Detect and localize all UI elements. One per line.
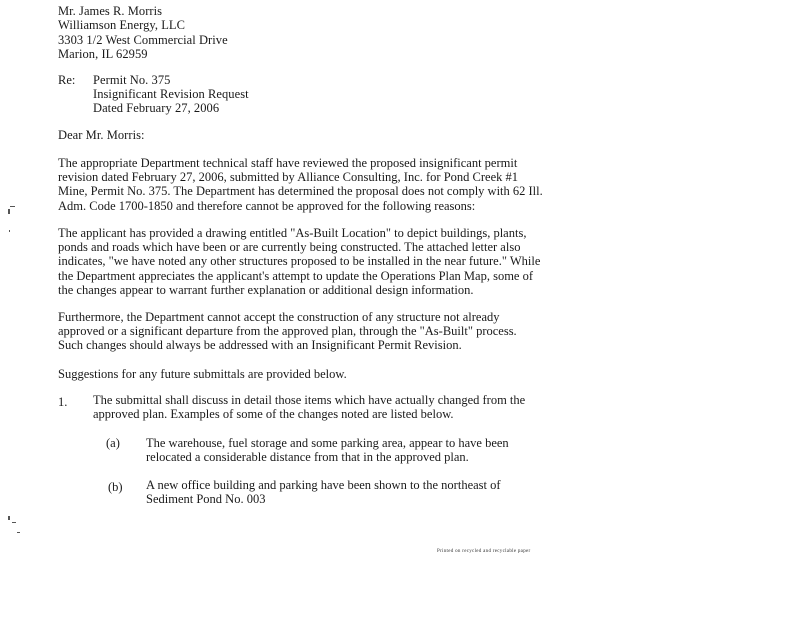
recipient-city: Marion, IL 62959 [58, 47, 148, 61]
paragraph-line: Furthermore, the Department cannot accept the construction of any structure not already [58, 310, 500, 324]
recipient-company: Williamson Energy, LLC [58, 18, 185, 32]
sub-item-b-text [146, 478, 501, 506]
item-line: relocated a considerable distance from that in the approved plan. [146, 450, 469, 465]
re-label: Re: [58, 73, 76, 87]
item-line: approved plan. Examples of some of the changes noted are listed below. [93, 407, 454, 422]
paragraph-line: the changes appear to warrant further explanation or additional design information. [58, 282, 474, 297]
paragraph-3 [58, 310, 517, 353]
re-subject: Insignificant Revision Request [93, 87, 249, 101]
recipient-name: Mr. James R. Morris [58, 4, 163, 18]
paragraph-line: the Department appreciates the applicant's attempt to update the Operations Plan Map, some of [58, 268, 534, 283]
item-1-text [93, 393, 525, 421]
item-line: A new office building and parking have been shown to the northeast of [146, 478, 501, 492]
paragraph-line: The applicant has provided a drawing entitled "As-Built Location" to depict buildings, plants, [58, 226, 527, 240]
sub-item-a-text [146, 436, 509, 464]
sub-item-a-label: (a) [106, 436, 120, 450]
scan-speck [8, 516, 10, 520]
salutation: Dear Mr. Morris: [58, 128, 145, 142]
scan-speck [10, 206, 15, 207]
scan-speck [12, 522, 16, 523]
item-1-number: 1. [58, 395, 68, 409]
paragraph-line: indicates, "we have noted any other structures proposed to be installed in the near future." While [58, 254, 541, 269]
scan-speck [8, 209, 10, 214]
paragraph-line: The appropriate Department technical staff have reviewed the proposed insignificant permit [58, 156, 518, 170]
paragraph-4 [58, 367, 347, 381]
scan-speck [17, 532, 20, 533]
re-permit: Permit No. 375 [93, 73, 171, 87]
paragraph-line: Mine, Permit No. 375. The Department has determined the proposal does not comply with 62 Ill. [58, 184, 543, 199]
paragraph-line: revision dated February 27, 2006, submitted by Alliance Consulting, Inc. for Pond Creek #1 [58, 170, 518, 185]
paragraph-line: ponds and roads which have been or are currently being constructed. The attached letter also [58, 240, 521, 255]
item-line: The submittal shall discuss in detail those items which have actually changed from the [93, 393, 526, 407]
recipient-street: 3303 1/2 West Commercial Drive [58, 33, 228, 47]
item-line: The warehouse, fuel storage and some parking area, appear to have been [146, 436, 509, 450]
paragraph-line: Suggestions for any future submittals are provided below. [58, 367, 347, 381]
paragraph-1 [58, 156, 543, 213]
scan-speck [9, 230, 10, 232]
paragraph-line: Adm. Code 1700-1850 and therefore cannot be approved for the following reasons: [58, 198, 476, 213]
paragraph-2 [58, 226, 540, 297]
paragraph-line: Such changes should always be addressed with an Insignificant Permit Revision. [58, 338, 462, 353]
recycled-paper-note: Printed on recycled and recyclable paper [437, 549, 531, 554]
re-dated: Dated February 27, 2006 [93, 101, 220, 115]
paragraph-line: approved or a significant departure from the approved plan, through the "As-Built" process. [58, 324, 517, 339]
item-line: Sediment Pond No. 003 [146, 492, 266, 507]
sub-item-b-label: (b) [108, 480, 123, 494]
